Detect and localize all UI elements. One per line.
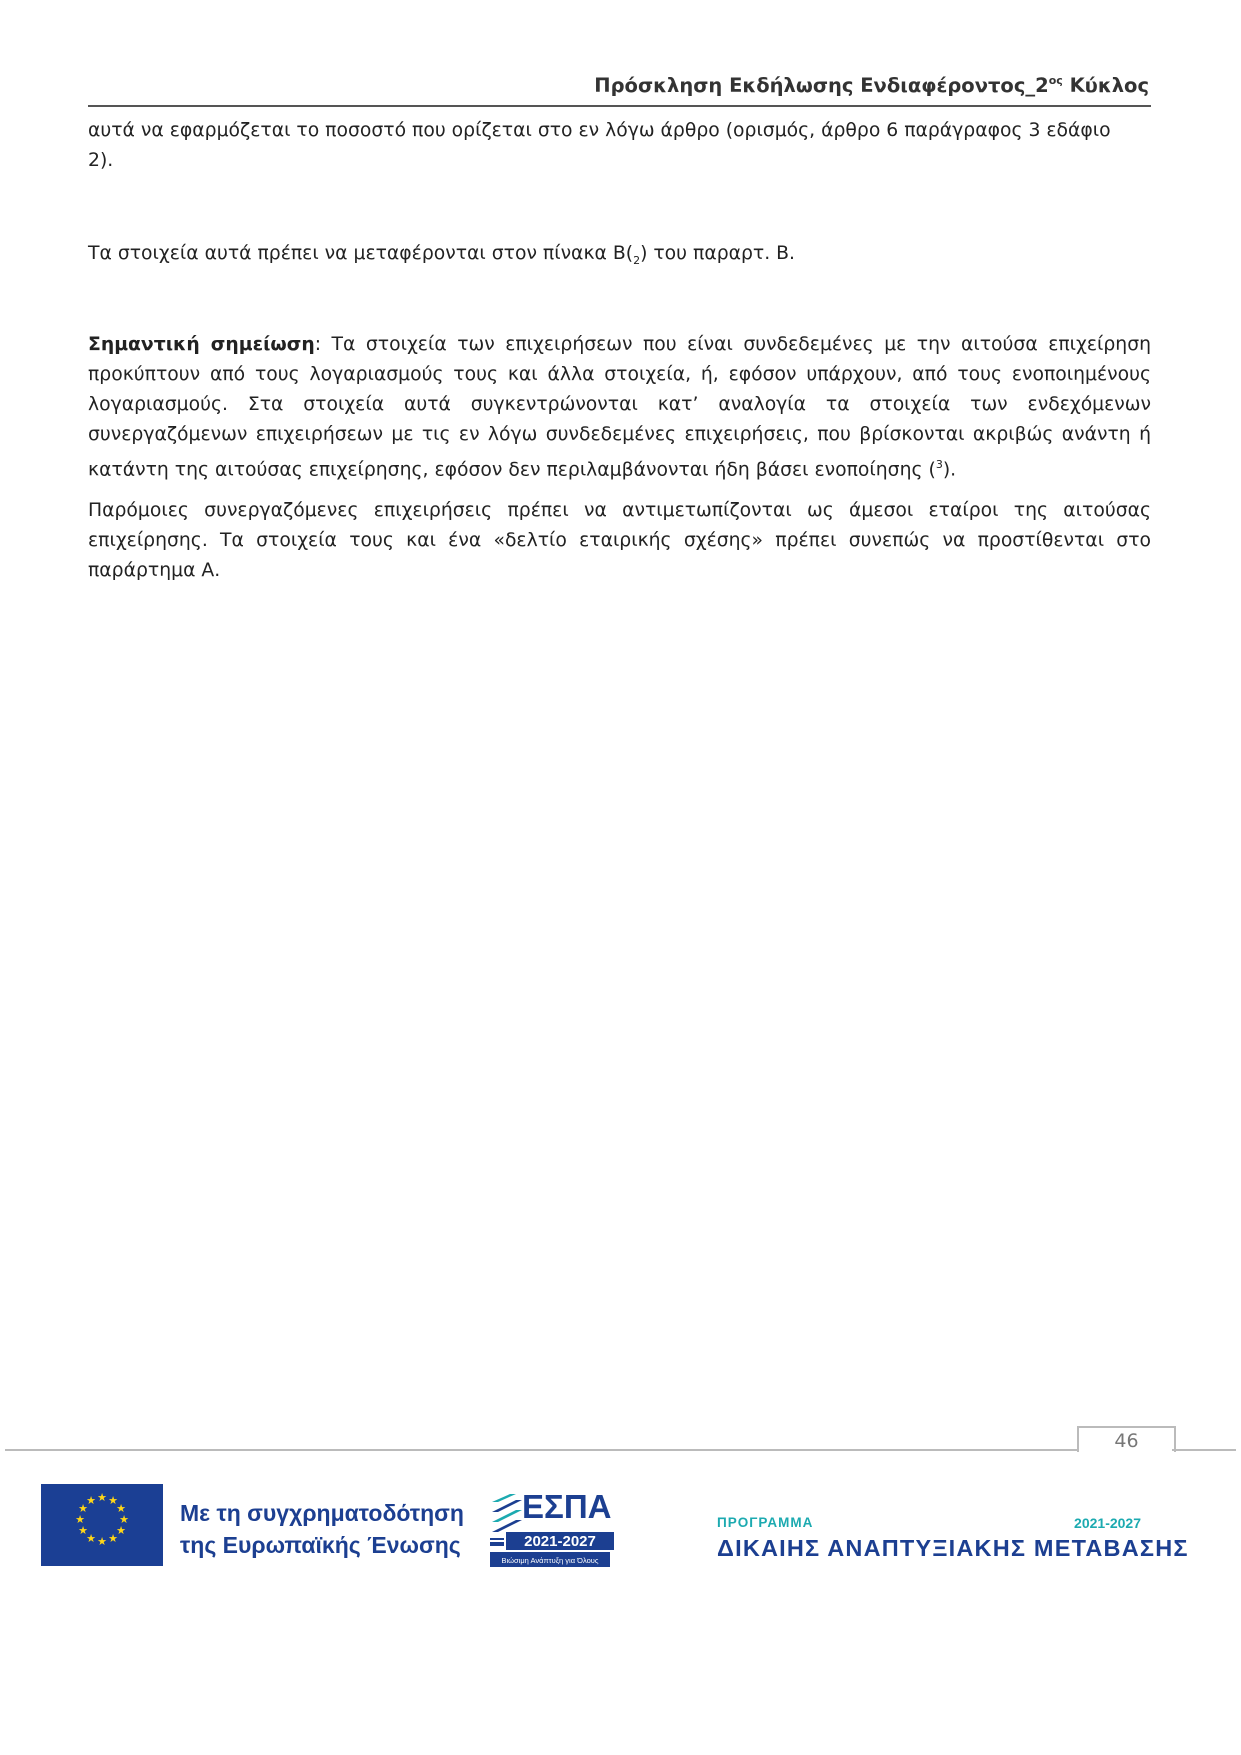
header-title-end: Κύκλος <box>1062 74 1149 97</box>
program-label: ΠΡΟΓΡΑΜΜΑ <box>717 1515 814 1530</box>
svg-text:★: ★ <box>108 1494 118 1507</box>
espa-tagline: Βιώσιμη Ανάπτυξη για Όλους <box>501 1556 599 1565</box>
espa-logo <box>490 1484 614 1568</box>
paragraph-text: Τα στοιχεία αυτά πρέπει να μεταφέρονται στον πίνακα Β( <box>88 243 634 264</box>
paragraph-line: συνεργαζόμενων επιχειρήσεων με τις εν λόγω συνδεδεμένες επιχειρήσεις, που βρίσκονται ακριβώς ανάντη <box>88 424 1131 445</box>
page-number-tab <box>1077 1426 1176 1452</box>
paragraph-text: ) του παραρτ. Β. <box>640 243 796 264</box>
svg-text:★: ★ <box>86 1494 96 1507</box>
paragraph-important-note <box>88 330 1151 485</box>
header-title-superscript: ος <box>1048 74 1063 87</box>
espa-emblem-icon <box>490 1484 614 1568</box>
svg-text:★: ★ <box>86 1532 96 1545</box>
svg-text:★: ★ <box>78 1502 88 1515</box>
paragraph-line: 2). <box>88 150 114 171</box>
header-divider <box>88 105 1151 107</box>
paragraph-line: λογαριασμούς. Στα στοιχεία αυτά συγκεντρώνονται κατ’ αναλογία τα στοιχεία των ενδεχόμενων <box>88 394 1151 415</box>
paragraph-line: Παρόμοιες συνεργαζόμενες επιχειρήσεις πρέπει να αντιμετωπίζονται ως άμεσοι εταίροι της αιτούσας <box>88 500 1151 521</box>
document-header-title <box>594 74 1149 97</box>
footer-divider-right <box>1172 1449 1236 1451</box>
paragraph-text: ). <box>942 459 957 481</box>
paragraph-line: αυτά να εφαρμόζεται το ποσοστό που ορίζεται στο εν λόγω άρθρο (ορισμός, άρθρο 6 παράγραφος 3 εδάφιο <box>88 120 1111 141</box>
program-years: 2021-2027 <box>1074 1515 1141 1531</box>
svg-text:★: ★ <box>75 1513 85 1526</box>
paragraph-line: παράρτημα Α. <box>88 560 221 581</box>
svg-text:★: ★ <box>97 1491 107 1504</box>
svg-text:★: ★ <box>116 1502 126 1515</box>
paragraph-line: προκύπτουν από τους λογαριασμούς τους και άλλα στοιχεία, ή, εφόσον υπάρχουν, από τους ενοποιημένους <box>88 364 1151 385</box>
eu-stars-icon <box>41 1484 163 1566</box>
svg-text:★: ★ <box>97 1535 107 1548</box>
espa-years: 2021-2027 <box>524 1533 596 1550</box>
footnote-marker[interactable]: 3 <box>935 458 943 471</box>
eu-cofunding-text <box>180 1497 464 1561</box>
svg-text:★: ★ <box>78 1524 88 1537</box>
footer-divider <box>5 1449 1077 1451</box>
svg-text:★: ★ <box>119 1513 129 1526</box>
page-number: 46 <box>1114 1430 1139 1452</box>
paragraph-table-reference <box>88 239 1151 276</box>
subscript-number: 2 <box>633 253 641 267</box>
eu-text-line: Με τη συγχρηματοδότηση <box>180 1500 464 1526</box>
svg-text:★: ★ <box>116 1524 126 1537</box>
paragraph-line: ή κατάντη της αιτούσας επιχείρησης, εφόσον δεν περιλαμβάνονται ήδη βάσει ενοποίησης ( <box>88 424 1151 481</box>
svg-text:★: ★ <box>108 1532 118 1545</box>
header-title-main: Πρόσκληση Εκδήλωσης Ενδιαφέροντος_2 <box>594 74 1049 97</box>
paragraph-line: επιχείρησης. Τα στοιχεία τους και ένα «δελτίο εταιρικής σχέσης» πρέπει συνεπώς να προστίθενται στο <box>88 530 1151 551</box>
paragraph-partner-enterprises <box>88 496 1151 586</box>
espa-title: ΕΣΠΑ <box>522 1488 612 1525</box>
eu-text-line: της Ευρωπαϊκής Ένωσης <box>180 1532 461 1558</box>
paragraph-line: : Τα στοιχεία των επιχειρήσεων που είναι συνδεδεμένες με την αιτούσα επιχείρηση <box>314 334 1151 355</box>
paragraph-continuation <box>88 116 1151 176</box>
program-name: ΔΙΚΑΙΗΣ ΑΝΑΠΤΥΞΙΑΚΗΣ ΜΕΤΑΒΑΣΗΣ <box>717 1535 1189 1561</box>
eu-flag-logo <box>41 1484 163 1566</box>
note-label: Σημαντική σημείωση <box>88 334 315 355</box>
